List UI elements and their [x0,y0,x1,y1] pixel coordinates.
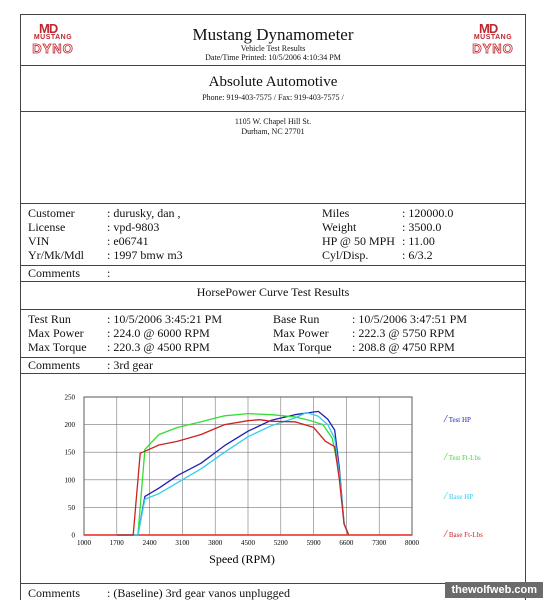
miles-value: : 120000.0 [402,206,454,220]
x-tick-label: 2400 [142,539,157,547]
y-tick-label: 150 [64,448,75,457]
chart-series [117,411,349,535]
shop-name: Absolute Automotive [208,74,338,90]
shop-street: 1105 W. Chapel Hill St. [234,117,312,126]
run-summary [21,309,525,358]
test-max-power-label: Max Power [28,326,84,340]
shop-address-block [21,111,525,204]
shop-city: Durham, NC 27701 [241,127,305,136]
y-tick-label: 250 [64,393,75,402]
logo-md-mark: MD [479,21,498,36]
legend-base-hp-swatch: / [444,490,448,502]
test-run-label: Test Run [28,312,71,326]
x-tick-label: 3100 [175,539,190,547]
ymm-label: Yr/Mk/Mdl [28,248,85,262]
dyno-chart [21,373,525,583]
test-max-torque-label: Max Torque [28,340,87,354]
report-subtitle: Vehicle Test Results [240,44,306,53]
vehicle-comments-value: : [107,266,111,280]
y-tick-label: 200 [64,421,75,430]
report-title: Mustang Dynamometer [192,25,354,44]
results-comments-label: Comments [28,358,81,372]
legend-base-hp [444,490,473,502]
footer-comments-label: Comments [28,586,81,600]
x-tick-label: 6600 [339,539,354,547]
results-section-title: HorsePower Curve Test Results [196,285,350,299]
dyno-report-sheet [20,14,526,600]
print-timestamp: Date/Time Printed: 10/5/2006 4:10:34 PM [205,53,341,62]
test-run-value: : 10/5/2006 3:45:21 PM [107,312,223,326]
results-comments-value: : 3rd gear [107,358,153,372]
hp50-label: HP @ 50 MPH [322,234,395,248]
x-tick-label: 4500 [241,539,255,547]
cyl-label: Cyl/Disp. [322,248,369,262]
series-line-3 [117,420,349,535]
x-tick-label: 1700 [109,539,124,547]
logo-dyno-text: DYNO [32,41,74,56]
site-watermark: thewolfweb.com [445,582,543,598]
hp50-value: : 11.00 [402,234,435,248]
chart-ticks [65,394,420,548]
legend-test-ftlbs-swatch: / [444,451,448,463]
y-tick-label: 0 [71,531,75,540]
cyl-value: : 6/3.2 [402,248,433,262]
x-tick-label: 1000 [77,539,91,547]
weight-label: Weight [322,220,357,234]
x-tick-label: 8000 [405,539,419,547]
vehicle-comments [21,265,525,282]
report-header [21,15,525,66]
test-max-torque-value: : 220.3 @ 4500 RPM [107,340,210,354]
legend-base-ftlbs-label: Base Ft-Lbs [448,531,483,539]
test-max-power-value: : 224.0 @ 6000 RPM [107,326,210,340]
y-tick-label: 100 [64,476,75,485]
base-run-value: : 10/5/2006 3:47:51 PM [352,312,468,326]
series-line-0 [117,411,349,535]
vehicle-info [21,203,525,266]
x-axis-label: Speed (RPM) [209,552,275,566]
logo-dyno-text: DYNO [472,41,514,56]
logo-md-mark: MD [39,21,58,36]
results-comments [21,357,525,374]
base-max-power-label: Max Power [273,326,329,340]
x-tick-label: 5200 [273,539,288,547]
license-label: License [28,220,66,234]
shop-info [21,65,525,112]
footer-comments-value: : (Baseline) 3rd gear vanos unplugged [107,586,290,600]
legend-test-hp-swatch: / [444,413,448,425]
x-tick-label: 3800 [208,539,223,547]
base-run-label: Base Run [273,312,320,326]
customer-value: : durusky, dan , [107,206,181,220]
base-max-torque-value: : 208.8 @ 4750 RPM [352,340,455,354]
results-title-row [21,281,525,310]
vin-label: VIN [28,234,50,248]
miles-label: Miles [322,206,350,220]
weight-value: : 3500.0 [402,220,442,234]
vin-value: : e06741 [107,234,149,248]
series-line-2 [117,413,349,536]
legend-test-hp-label: Test HP [448,416,471,424]
series-line-1 [117,414,349,535]
legend-base-hp-label: Base HP [448,493,474,501]
logo-mustang-text: MUSTANG [33,34,73,41]
base-max-torque-label: Max Torque [273,340,332,354]
base-max-power-value: : 222.3 @ 5750 RPM [352,326,455,340]
y-tick-label: 50 [68,503,75,512]
x-tick-label: 7300 [372,539,387,547]
legend-test-ftlbs [444,451,481,463]
legend-base-ftlbs [444,528,483,540]
ymm-value: : 1997 bmw m3 [107,248,183,262]
legend-test-ftlbs-label: Test Ft-Lbs [448,454,481,462]
logo-mustang-text: MUSTANG [473,34,513,41]
x-tick-label: 5900 [306,539,321,547]
license-value: : vpd-9803 [107,220,160,234]
shop-phone: Phone: 919-403-7575 / Fax: 919-403-7575 / [202,93,344,102]
vehicle-comments-label: Comments [28,266,81,280]
chart-grid [84,397,412,535]
customer-label: Customer [28,206,75,220]
dyno-chart-area [21,373,525,584]
legend-base-ftlbs-swatch: / [444,528,448,540]
legend-test-hp [444,413,471,425]
